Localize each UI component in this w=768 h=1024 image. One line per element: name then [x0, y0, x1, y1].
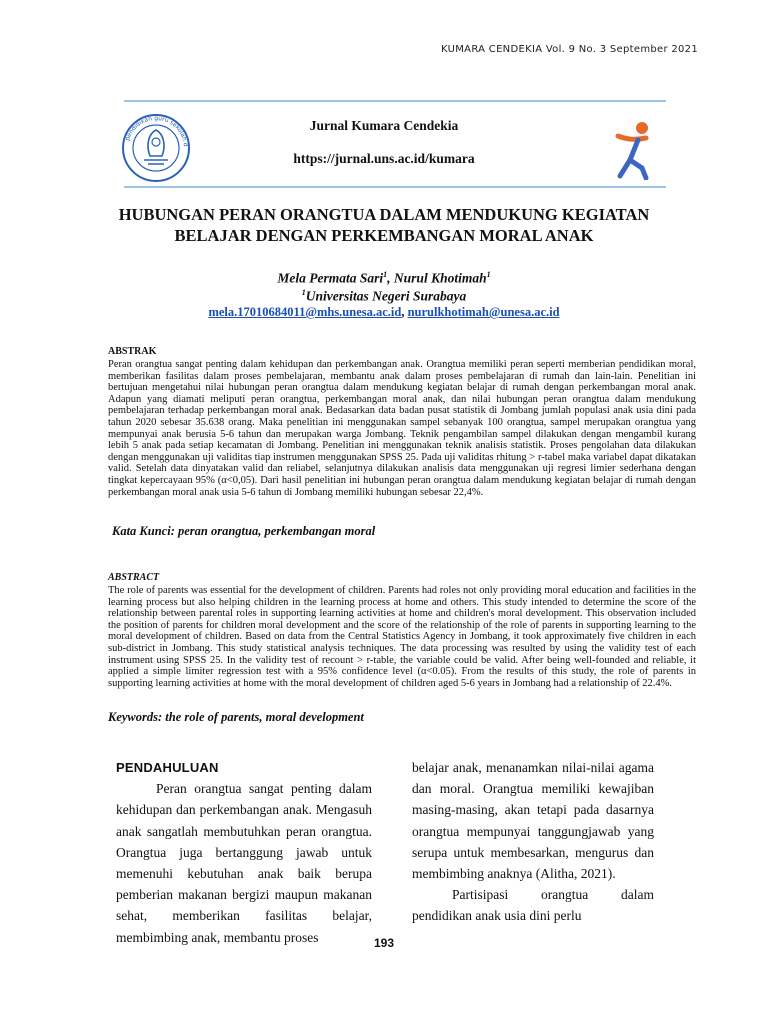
abstract-keywords: Keywords: the role of parents, moral development	[108, 710, 364, 724]
header-bottom-rule	[124, 186, 666, 188]
running-header: KUMARA CENDEKIA Vol. 9 No. 3 September 2021	[441, 44, 698, 55]
body-left-column	[116, 757, 372, 948]
body-right-column	[412, 757, 654, 927]
seal-lettering: pendidikan guru sekolah d	[124, 114, 190, 148]
author-affil-mark: 1	[383, 270, 388, 279]
journal-name: Jurnal Kumara Cendekia	[309, 118, 459, 133]
abstrak-body: Peran orangtua sangat penting dalam kehidupan dan perkembangan anak. Orangtua memiliki peran seperti memberian pendidikan moral, memberikan fasilitas dalam proses pembelajaran, membantu anak dalam proses pembelajaran di rumah dan lain-lain. Penelitian ini bertujuan mengetahui nilai hubungan peran orangtua dalam mendukung kegiatan belajar di rumah dengan perkembangan moral anak. Adapun yang diamati meliputi peran orangtua, perkembangan moral anak, dan nilai hubungan peran orangtua dalam mendukung pembelajaran terhadap perkembangan moral anak. Bedasarkan data badan pusat statistik di Jombang jumlah populasi anak usia dini pada tahun 2020 sebesar 35.638 orang. Maka penelitian ini menggunakan sampel sebanyak 100 orangtua, sampel merupakan orangtua yang mempunyai anak berusia 5-6 tahun dan merupakan warga Jombang. Teknik pengambilan sampel dilakukan dengan mengambil kurang lebih 5 anak pada setiap kecamatan di Jombang. Penelitian ini menggunakan teknik analisis statistik. Proses pengolahan data dilakukan dengan menggunakan uji validitas tiap instrumen menggunakan SPSS 25. Pada uji validitas rhitung > r-tabel maka variabel dapat dikatakan valid. Setelah data dinyatakan valid dan reliabel, selanjutnya dilakukan analisis data menggunakan uji regresi limier sederhana dengan tingkat kepercayaan 95% (α<0,05). Dari hasil penelitian ini hubungan peran orangtua dalam mendukung kegiatan belajar di rumah dengan perkembangan moral anak usia 5-6 tahun di Jombang memiliki hubungan sebesar 22,4%.	[108, 359, 696, 498]
author-separator: ,	[387, 270, 394, 286]
author-email-link[interactable]: nurulkhotimah@unesa.ac.id	[407, 305, 560, 319]
affil-mark: 1	[301, 288, 306, 297]
abstrak-keywords: Kata Kunci: peran orangtua, perkembangan moral	[112, 524, 376, 538]
section-heading: PENDAHULUAN	[116, 760, 219, 775]
abstract-body: The role of parents was essential for the development of children. Parents had roles not only providing moral education and facilities in the learning process but also helping children in the learning process at home and others. This study intended to determine the score of the relationship between parental roles in supporting learning activities at home and children's moral development. This observation included the position of parents for children moral development and the score of the relationship of the role of parents in supporting learning to the moral development of children. Based on data from the Central Statistics Agency in Jombang, it took approximately five children in each sub-district in Jombang. This study statistical analysis techniques. The data processing was resulted by using the validity test of each instrument using SPSS 25. In the validity test of recount > r-table, the variable could be valid. After being well-founded and reliable, it applied a simple limiter regression test with a 95% confidence level (α<0.05). From the results of this study, the role of parents in supporting learning activities at home with the moral development of children aged 5-6 years in Jombang had a relationship of 22.4%.	[108, 585, 696, 689]
affiliation-name: Universitas Negeri Surabaya	[305, 288, 467, 304]
paper-title: HUBUNGAN PERAN ORANGTUA DALAM MENDUKUNG KEGIATAN BELAJAR DENGAN PERKEMBANGAN MORAL ANAK	[118, 205, 650, 245]
body-paragraph: belajar anak, menanamkan nilai-nilai agama dan moral. Orangtua memiliki kewajiban masing-masing, akan tetapi pada dasarnya orangtua mempunyai tanggungjawab yang serupa untuk membesarkan, mengurus dan membimbing anaknya (Alitha, 2021).	[412, 760, 654, 882]
page-number: 193	[373, 936, 395, 950]
author-email-link[interactable]: mela.17010684011@mhs.unesa.ac.id	[208, 305, 402, 319]
author-name: Nurul Khotimah	[393, 270, 487, 286]
email-line	[0, 305, 768, 320]
body-paragraph: Peran orangtua sangat penting dalam kehidupan dan perkembangan anak. Mengasuh anak sangatlah membutuhkan peran orangtua. Orangtua juga bertanggung jawab untuk memenuhi kebutuhan anak baik berupa pemberian makanan bergizi maupun makanan sehat, memberikan fasilitas belajar, membimbing anak, membantu proses	[116, 781, 372, 945]
abstract-heading: ABSTRACT	[108, 572, 160, 583]
author-affil-mark: 1	[486, 270, 491, 279]
journal-url[interactable]: https://jurnal.uns.ac.id/kumara	[293, 151, 475, 166]
body-paragraph: Partisipasi orangtua dalam pendidikan anak usia dini perlu	[412, 887, 654, 924]
abstrak-heading: ABSTRAK	[108, 346, 157, 357]
affiliation-line	[0, 288, 768, 305]
header-top-rule	[124, 100, 666, 102]
author-name: Mela Permata Sari	[277, 270, 384, 286]
author-line	[0, 270, 768, 287]
email-separator: ,	[401, 305, 408, 319]
